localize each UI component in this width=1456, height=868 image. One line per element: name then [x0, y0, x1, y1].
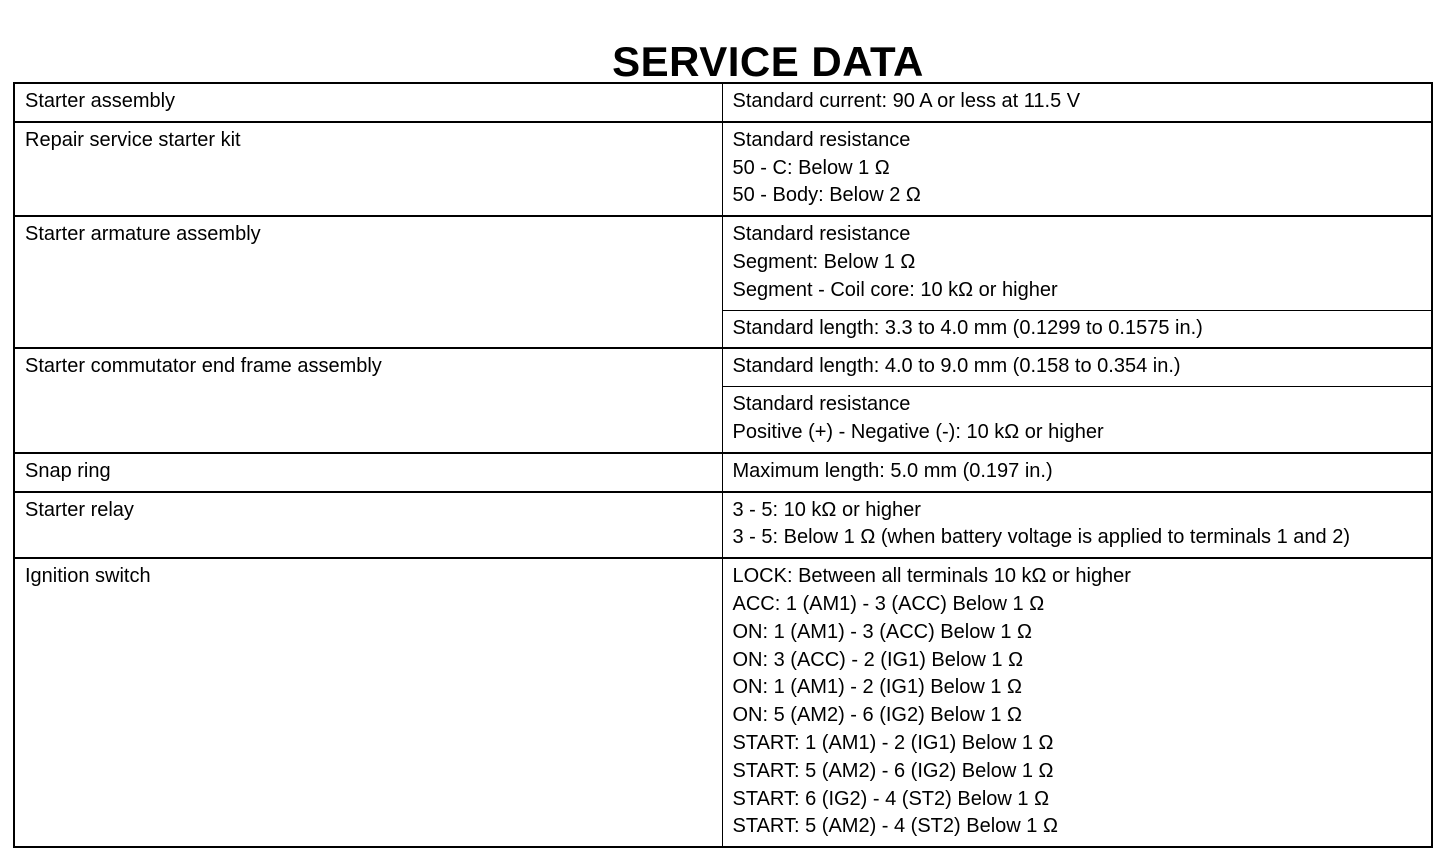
spec-line: START: 5 (AM2) - 4 (ST2) Below 1 Ω [732, 815, 1058, 838]
spec-line: Segment - Coil core: 10 kΩ or higher [732, 278, 1058, 301]
spec-line: START: 6 (IG2) - 4 (ST2) Below 1 Ω [732, 787, 1050, 810]
table-row [14, 453, 1432, 492]
spec-line: 50 - Body: Below 2 Ω [732, 184, 921, 207]
spec-line: ON: 1 (AM1) - 3 (ACC) Below 1 Ω [732, 620, 1032, 643]
component-cell: Starter relay [14, 492, 722, 559]
spec-line: ACC: 1 (AM1) - 3 (ACC) Below 1 Ω [732, 592, 1045, 615]
service-data-table [13, 82, 1433, 848]
table-row [14, 558, 1432, 847]
table-row [14, 122, 1432, 216]
table-body [14, 83, 1432, 847]
spec-line: START: 1 (AM1) - 2 (IG1) Below 1 Ω [732, 731, 1054, 754]
component-cell: Starter assembly [14, 83, 722, 122]
spec-line: Segment: Below 1 Ω [732, 250, 916, 273]
spec-cell [722, 492, 1432, 559]
spec-line: Standard current: 90 A or less at 11.5 V [732, 90, 1081, 112]
spec-line: ON: 1 (AM1) - 2 (IG1) Below 1 Ω [732, 676, 1022, 699]
page-title: SERVICE DATA [612, 38, 924, 86]
spec-line: 3 - 5: 10 kΩ or higher [732, 498, 921, 521]
spec-line: LOCK: Between all terminals 10 kΩ or higher [732, 565, 1131, 588]
spec-line: ON: 3 (ACC) - 2 (IG1) Below 1 Ω [732, 648, 1024, 671]
spec-cell [722, 122, 1432, 216]
table-row [14, 83, 1432, 122]
spec-cell [722, 216, 1432, 310]
spec-line: Standard resistance [732, 128, 911, 151]
spec-line: Standard length: 4.0 to 9.0 mm (0.158 to 0.354 in.) [732, 355, 1181, 378]
component-cell: Ignition switch [14, 558, 722, 847]
spec-cell [722, 310, 1432, 348]
spec-line: Maximum length: 5.0 mm (0.197 in.) [732, 459, 1053, 482]
spec-cell [722, 83, 1432, 122]
spec-cell [722, 387, 1432, 453]
component-cell: Repair service starter kit [14, 122, 722, 216]
table-row [14, 492, 1432, 559]
spec-line: Positive (+) - Negative (-): 10 kΩ or higher [732, 420, 1104, 443]
table-row [14, 348, 1432, 386]
spec-cell [722, 453, 1432, 492]
spec-cell [722, 348, 1432, 386]
spec-line: Standard length: 3.3 to 4.0 mm (0.1299 to 0.1575 in.) [732, 316, 1203, 339]
table-row [14, 216, 1432, 310]
spec-line: 3 - 5: Below 1 Ω (when battery voltage is applied to terminals 1 and 2) [732, 526, 1350, 549]
spec-line: 50 - C: Below 1 Ω [732, 156, 890, 179]
spec-line: ON: 5 (AM2) - 6 (IG2) Below 1 Ω [732, 704, 1022, 727]
component-cell: Snap ring [14, 453, 722, 492]
spec-line: START: 5 (AM2) - 6 (IG2) Below 1 Ω [732, 759, 1054, 782]
spec-line: Standard resistance [732, 393, 911, 416]
spec-cell [722, 558, 1432, 847]
component-cell: Starter armature assembly [14, 216, 722, 348]
component-cell: Starter commutator end frame assembly [14, 348, 722, 452]
spec-line: Standard resistance [732, 223, 911, 246]
